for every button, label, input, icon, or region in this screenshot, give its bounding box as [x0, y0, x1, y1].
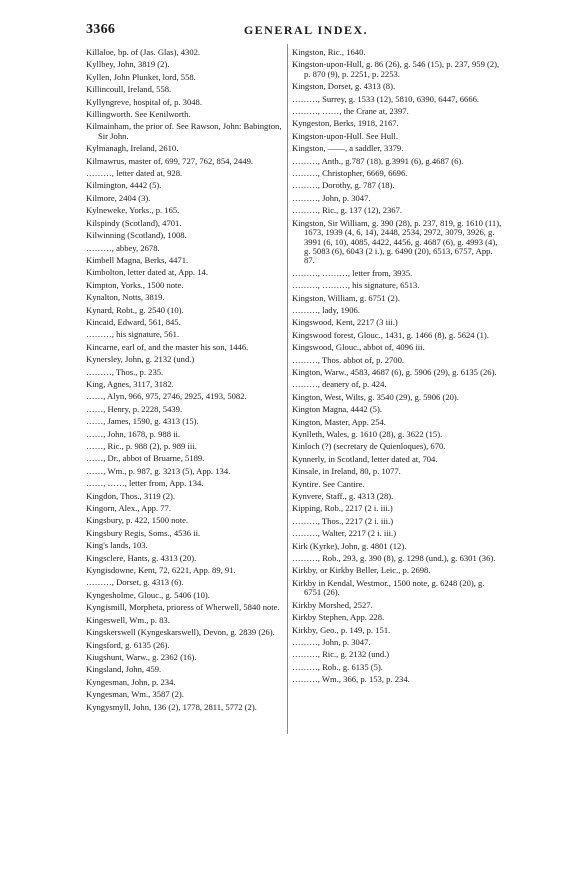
index-entry: ………, Rob., 293, g. 390 (8), g. 1298 (und.), g. 6301 (36).	[292, 553, 496, 564]
index-entry: Kyngismill, Morpheta, prioress of Wherwell, 5840 note.	[86, 602, 280, 613]
index-entry: Kynvere, Staff., g. 4313 (28).	[292, 491, 394, 502]
index-entry: Kimbell Magna, Berks, 4471.	[86, 254, 189, 265]
index-entry: Kirk (Kyrke), John, g. 4801 (12).	[292, 540, 407, 551]
index-entry: Kingswood forest, Glouc., 1431, g. 1466 (8), g. 5624 (1).	[292, 329, 489, 340]
index-entry: ………, John, p. 3047.	[292, 192, 371, 203]
index-entry: Kington, Warw., 4583, 4687 (6), g. 5906 (29), g. 6135 (26).	[292, 366, 497, 377]
index-entry: ………, Ric., g. 2132 (und.)	[292, 649, 390, 660]
index-entry: Killaloe, bp. of (Jas. Glas), 4302.	[86, 47, 201, 57]
index-entry: Kyngesman, John, p. 234.	[86, 676, 176, 687]
index-entry: Kingston, ——, a saddler, 3379.	[292, 143, 404, 154]
index-column-left	[86, 48, 284, 712]
index-entry: Kimbolton, letter dated at, App. 14.	[86, 267, 208, 278]
index-entry: Kingskerswell (Kyngeskarswell), Devon, g. 2839 (26).	[86, 627, 275, 638]
index-entry: Kirkby in Kendal, Westmor., 1500 note, g. 6248 (20), g. 6751 (26).	[292, 577, 485, 598]
index-entry: ………, ………, his signature, 6513.	[292, 280, 420, 291]
index-entry: ………, Surrey, g. 1533 (12), 5810, 6390, 6447, 6666.	[292, 93, 480, 104]
index-entry: Kylneweke, Yorks., p. 165.	[86, 205, 180, 216]
index-entry: Kingston-upon-Hull. See Hull.	[292, 130, 398, 141]
index-entry: Kingsclere, Hants, g. 4313 (20).	[86, 552, 197, 563]
index-entry: Kington, Master, App. 254.	[292, 416, 386, 427]
index-entry: ………, Christopher, 6669, 6696.	[292, 168, 408, 179]
index-entry: Kyngysmyll, John, 136 (2), 1778, 2811, 5772 (2).	[86, 701, 257, 712]
index-entry: Kilmainham, the prior of. See Rawson, John: Babington, Sir John.	[86, 121, 282, 141]
index-entry: Kingswood, Kent, 2217 (3 iii.)	[292, 317, 398, 328]
index-entry: Kiugshunt, Warw., g. 2362 (16).	[86, 651, 197, 662]
index-entry: ………, Thos., 2217 (2 i. iii.)	[292, 515, 394, 526]
index-entry: Kincaid, Edward, 561, 845.	[86, 316, 181, 327]
index-entry: Kinloch (?) (secretary de Quienloques), 670.	[292, 441, 446, 452]
index-entry: Kirkby Morshed, 2527.	[292, 599, 373, 610]
index-entry: Kingston, Dorset, g. 4313 (8).	[292, 81, 396, 92]
index-entry: ………, Ric., g. 137 (12), 2367.	[292, 205, 403, 216]
page-number: 3366	[86, 22, 116, 37]
index-entry: Kinsale, in Ireland, 80, p. 1077.	[292, 466, 401, 477]
index-entry: Kingeswell, Wm., p. 83.	[86, 614, 170, 625]
index-entry: ………, Walter, 2217 (2 i. iii.)	[292, 528, 397, 539]
index-entry: Kington, West, Wilts, g. 3540 (29), g. 5906 (20).	[292, 391, 459, 402]
index-entry: Kynersley, John, g. 2132 (und.)	[86, 354, 195, 365]
index-entry: Kyllbey, John, 3819 (2).	[86, 59, 170, 70]
index-entry: Kingston, Sir William, g. 390 (28), p. 237, 819, g. 1610 (11), 1673, 1939 (4, 6, 14), 2448, 2534, 2972, 3079, 3926, g. 3991 (6, 10), 4085, 4422, 4456, g. 4687 (6), g. 4993 (4), g. 5083 (6), 6043 (2 i.), g. 6490 (20), 6513, 6757, App. 87.	[292, 217, 502, 266]
index-entry: Kingswood, Glouc., abbot of, 4096 iii.	[292, 342, 425, 353]
index-entry: ………, Thos., p. 235.	[86, 366, 164, 377]
index-entry: ………, Wm., 366, p. 153, p. 234.	[292, 674, 410, 685]
index-entry: Kipping, Rob., 2217 (2 i. iii.)	[292, 503, 393, 514]
index-entry: Kyngisdowne, Kent, 72, 6221, App. 89, 91.	[86, 565, 236, 576]
index-entry: Kirkby Stephen, App. 228.	[292, 612, 385, 623]
index-entry: Kimpton, Yorks., 1500 note.	[86, 279, 184, 290]
index-entry: Kirkby, Geo., p. 149, p. 151.	[292, 624, 391, 635]
index-entry: Kyngeston, Berks, 1918, 2167.	[292, 118, 399, 129]
index-entry: ……, Ric., p. 988 (2), p. 989 iii.	[86, 441, 197, 451]
index-entry: Killincoull, Ireland, 558.	[86, 84, 172, 95]
index-entry: Kington Magna, 4442 (5).	[292, 404, 382, 415]
index-entry: Kirkby, or Kirkby Beller, Leic., p. 2698.	[292, 565, 431, 576]
index-entry: Kynalton, Notts, 3819.	[86, 292, 165, 303]
page-header	[86, 22, 526, 38]
index-entry: King's lands, 103.	[86, 540, 148, 551]
index-entry: Kingsbury, p. 422, 1500 note.	[86, 515, 189, 526]
index-entry: Kynnerly, in Scotland, letter dated at, 704.	[292, 453, 438, 464]
index-column-right	[292, 48, 502, 685]
index-entry: Kyntire. See Cantire.	[292, 478, 365, 489]
index-entry: ………, ………, letter from, 3935.	[292, 267, 413, 278]
index-entry: Kingston, William, g. 6751 (2).	[292, 292, 400, 303]
index-entry: ……, Henry, p. 2228, 5439.	[86, 403, 183, 414]
index-entry: ………, his signature, 561.	[86, 329, 180, 340]
index-entry: Kilmawrus, master of, 699, 727, 762, 854, 2449.	[86, 155, 254, 166]
index-entry: Kingsland, John, 459.	[86, 664, 162, 675]
index-entry: King, Agnes, 3117, 3182.	[86, 378, 174, 389]
index-entry: Kynard, Robt., g. 2540 (10).	[86, 304, 184, 315]
index-entry: ………, Anth., g.787 (18), g.3991 (6), g.4687 (6).	[292, 155, 464, 166]
index-entry: Kincarne, earl of, and the master his son, 1446.	[86, 341, 249, 352]
index-entry: ……, ……, letter from, App. 134.	[86, 478, 204, 489]
index-entry: ……, Wm., p. 987, g. 3213 (5), App. 134.	[86, 465, 231, 476]
column-divider	[287, 44, 288, 734]
index-entry: Kilwinning (Scotland), 1008.	[86, 230, 187, 241]
index-entry: Kilmore, 2404 (3).	[86, 192, 151, 203]
index-entry: Kingsbury Regis, Soms., 4536 ii.	[86, 527, 201, 538]
index-entry: Kingston-upon-Hull, g. 86 (26), g. 546 (15), p. 237, 959 (2), p. 870 (9), p. 2251, p. 2253.	[292, 59, 500, 79]
index-entry: ………, letter dated at, 928.	[86, 168, 183, 179]
index-entry: Kingston, Ric., 1640.	[292, 47, 366, 57]
index-entry: ………, lady, 1906.	[292, 304, 360, 315]
index-entry: ……, Dr., abbot of Bruarne, 5189.	[86, 453, 205, 464]
index-entry: ………, Dorothy, g. 787 (18).	[292, 180, 395, 191]
index-entry: Kynlleth, Wales, g. 1610 (28), g. 3622 (15).	[292, 429, 443, 439]
index-entry: ……, John, 1678, p. 988 ii.	[86, 428, 181, 439]
index-entry: Kylmanagh, Ireland, 2610.	[86, 143, 179, 154]
index-entry: ……, Alyn, 966, 975, 2746, 2925, 4193, 5082.	[86, 391, 247, 402]
index-entry: ………, deanery of, p. 424.	[292, 379, 387, 390]
index-entry: ……, James, 1590, g. 4313 (15).	[86, 416, 199, 427]
index-entry: Kingorn, Alex., App. 77.	[86, 503, 171, 514]
index-entry: ………, John, p. 3047.	[292, 636, 371, 647]
index-entry: Kyllyngreve, hospital of, p. 3048.	[86, 96, 202, 107]
index-entry: Killingworth. See Kenilworth.	[86, 109, 191, 120]
index-entry: Kingdon, Thos., 3119 (2).	[86, 490, 176, 501]
index-entry: ………, Dorset, g. 4313 (6).	[86, 577, 184, 588]
index-entry: ………, ……, the Crane at, 2397.	[292, 106, 409, 117]
index-entry: Kilspindy (Scotland), 4701.	[86, 217, 182, 228]
index-entry: Kyllen, John Plunket, lord, 558.	[86, 71, 196, 82]
index-entry: ………, Rob., g. 6135 (5).	[292, 661, 383, 672]
index-entry: Kyngesholme, Glouc., g. 5406 (10).	[86, 589, 210, 600]
running-title: GENERAL INDEX.	[243, 23, 369, 37]
index-entry: ………, abbey, 2678.	[86, 242, 160, 253]
index-entry: Kilmington, 4442 (5).	[86, 180, 162, 191]
index-entry: ………, Thos. abbot of, p. 2700.	[292, 354, 405, 365]
index-entry: Kyngesman, Wm., 3587 (2).	[86, 689, 184, 700]
index-entry: Kingsford, g. 6135 (26).	[86, 639, 170, 650]
